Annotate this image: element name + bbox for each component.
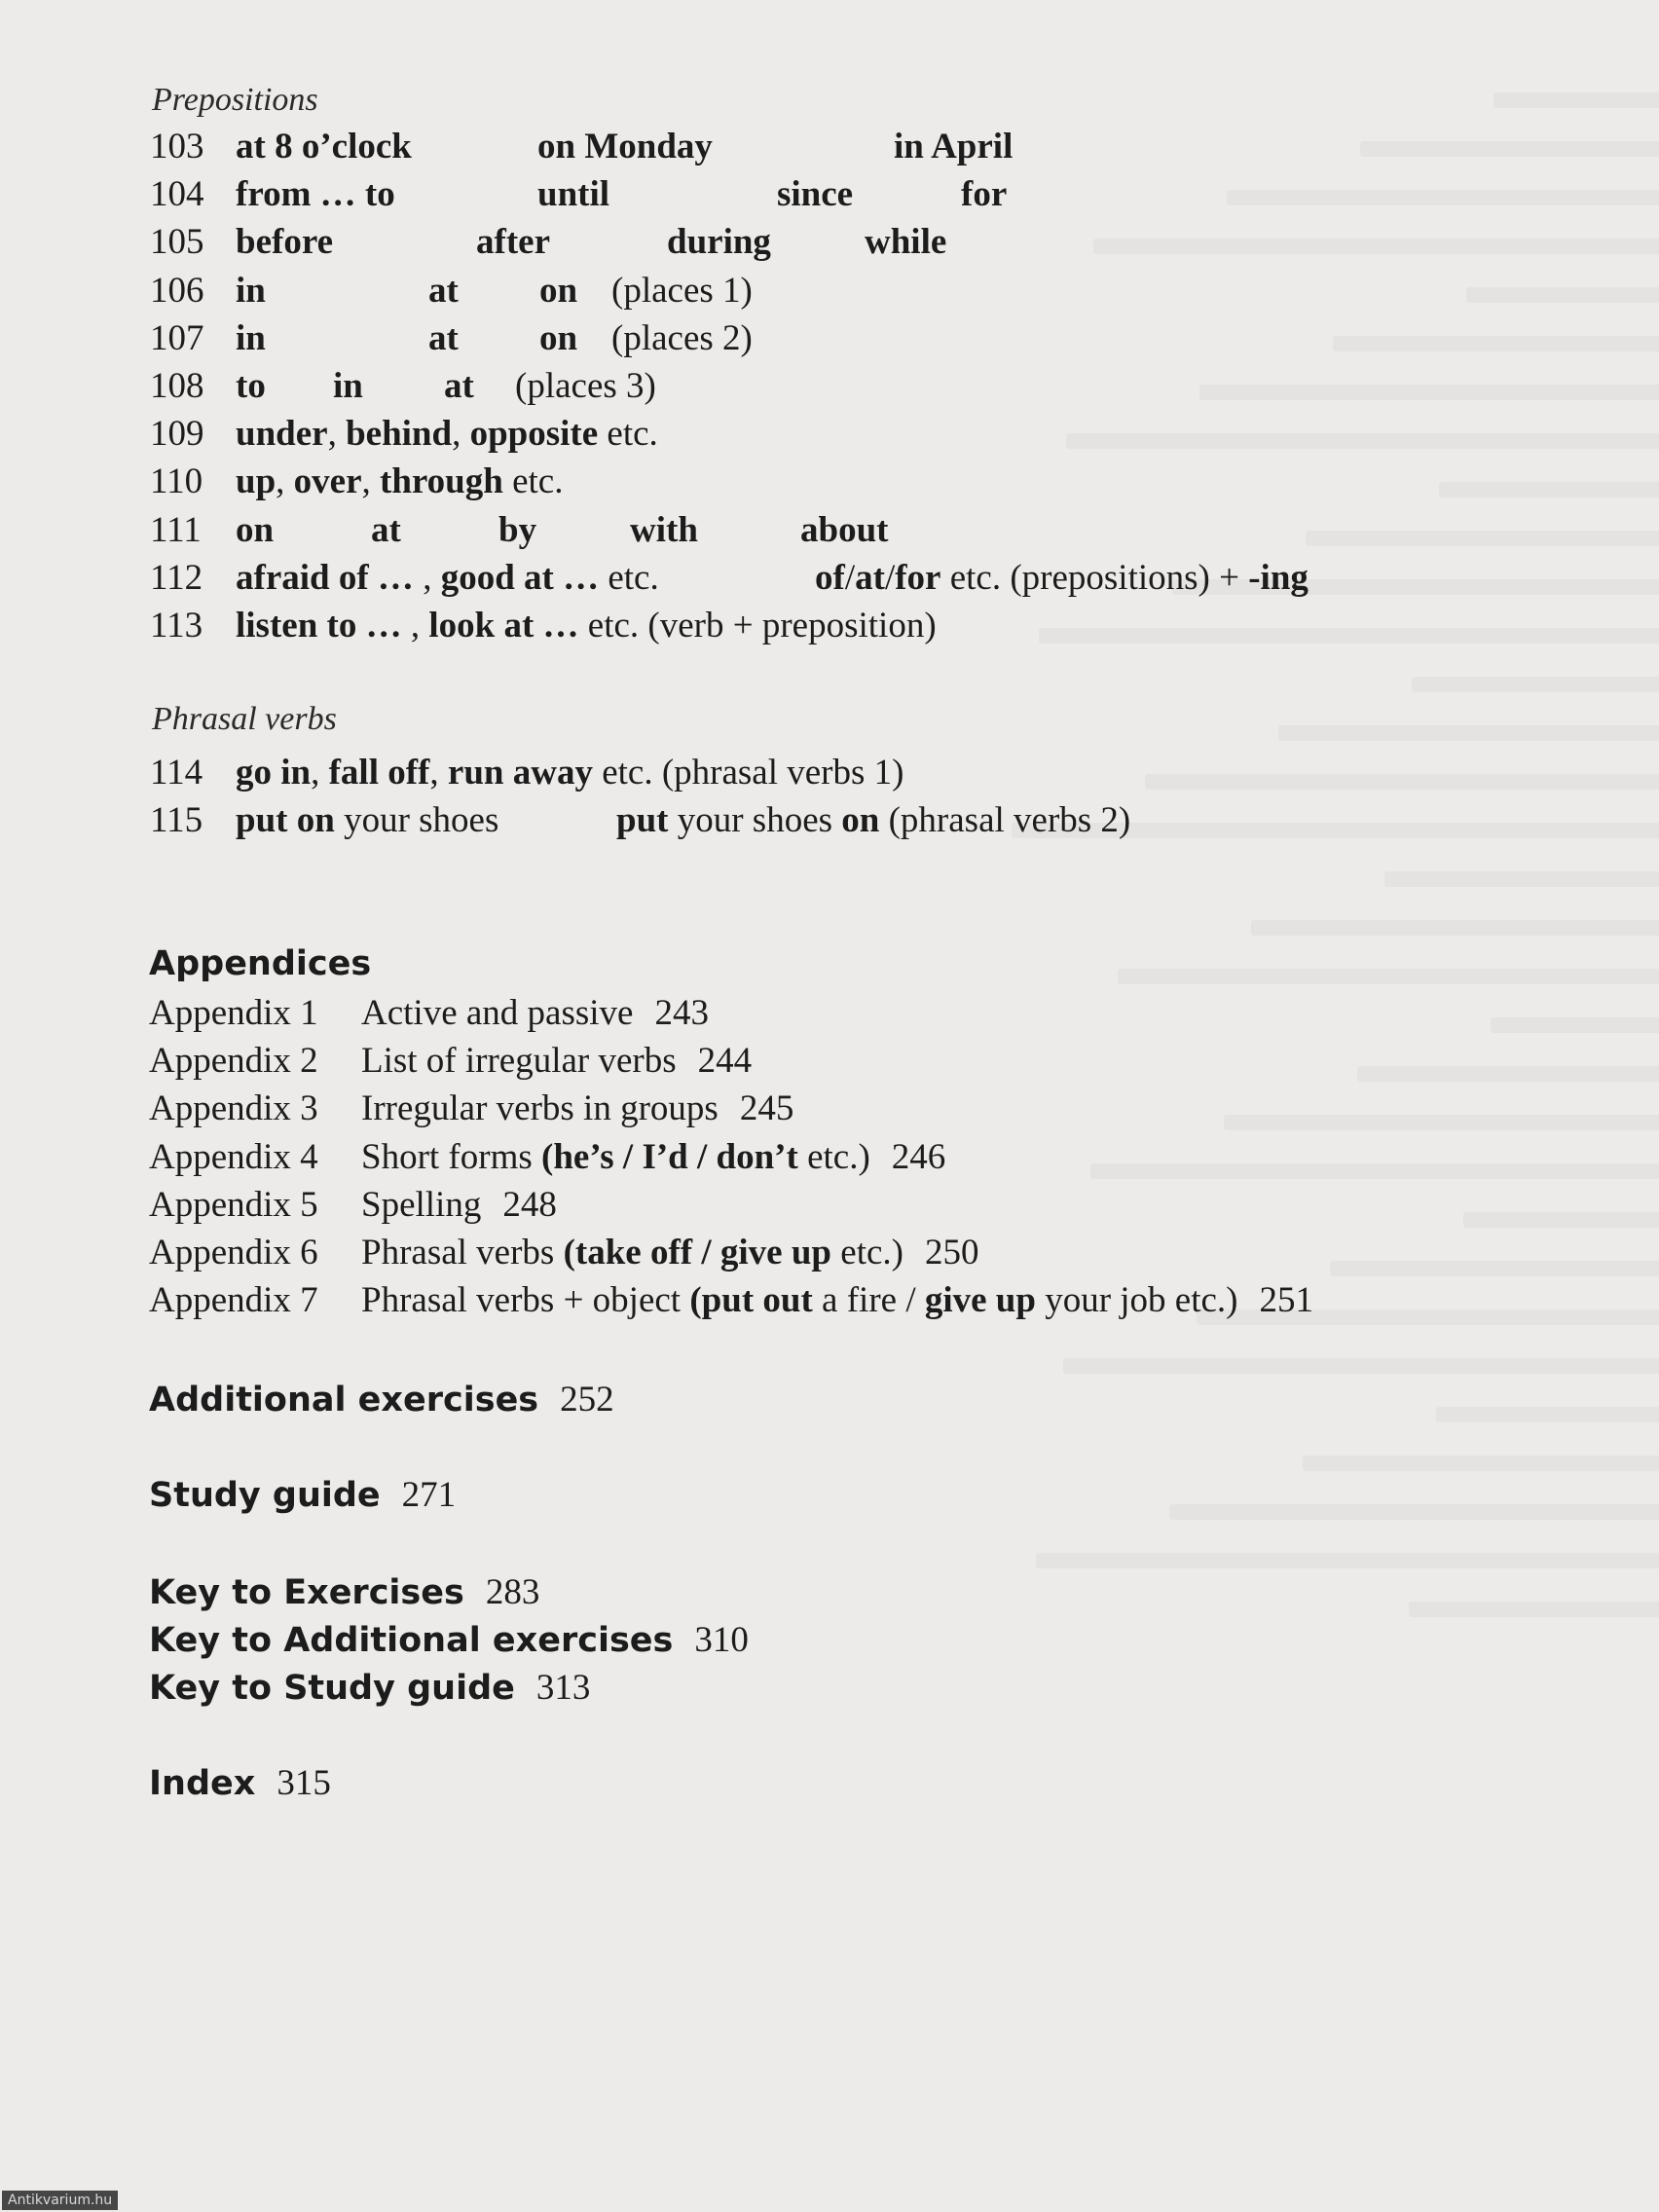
unit-topic: in	[236, 270, 266, 311]
unit-topic: while	[865, 222, 947, 263]
page-number: 251	[1259, 1280, 1313, 1321]
unit-topic: on	[539, 270, 578, 311]
unit-topic: on Monday	[537, 127, 713, 166]
show-through-line	[1330, 1261, 1659, 1276]
show-through-line	[1278, 725, 1659, 741]
unit-number: 111	[150, 509, 202, 550]
show-through-line	[1036, 1553, 1659, 1568]
show-through-texture	[939, 0, 1659, 2212]
appendix-title: Phrasal verbs + object (put out a fire / give up your job etc.) 251	[361, 1280, 1313, 1321]
show-through-line	[1333, 336, 1659, 351]
show-through-line	[1093, 239, 1659, 254]
show-through-line	[1357, 1066, 1659, 1082]
unit-topic: since	[777, 174, 854, 215]
show-through-line	[1039, 628, 1659, 644]
unit-topic: go in, fall off, run away etc. (phrasal verbs 1)	[236, 753, 904, 793]
unit-topic: by	[498, 509, 537, 550]
unit-topic: of/at/for etc. (prepositions) + -ing	[815, 557, 1309, 598]
appendix-label: Appendix 7	[149, 1280, 318, 1321]
unit-number: 110	[150, 461, 203, 502]
appendix-label: Appendix 4	[149, 1136, 318, 1177]
section-title: Study guide	[149, 1476, 381, 1515]
show-through-line	[1224, 1115, 1659, 1130]
unit-topic: afraid of … , good at … etc.	[236, 557, 659, 598]
section-title: Key to Study guide	[149, 1669, 515, 1708]
unit-number: 106	[150, 270, 204, 311]
unit-topic: (places 2)	[611, 317, 753, 358]
section-entry	[149, 1665, 590, 1712]
page-number: 313	[535, 1668, 591, 1708]
section-title: Index	[149, 1764, 256, 1803]
section-entry	[149, 1569, 539, 1616]
unit-topic: for	[961, 174, 1008, 215]
unit-number: 112	[150, 557, 203, 598]
unit-number: 104	[150, 174, 204, 215]
show-through-line	[1360, 141, 1659, 157]
unit-topic: to	[236, 366, 266, 406]
appendix-label: Appendix 1	[149, 993, 318, 1033]
appendices-heading: Appendices	[149, 944, 372, 983]
appendix-title: Active and passive 243	[361, 993, 709, 1033]
section-entry	[149, 1377, 614, 1423]
unit-topic: put your shoes on (phrasal verbs 2)	[616, 800, 1131, 841]
unit-topic: (places 1)	[611, 270, 753, 311]
show-through-line	[1493, 92, 1659, 108]
section-entry	[149, 1472, 456, 1519]
unit-topic: at	[428, 270, 459, 311]
unit-topic: up, over, through etc.	[236, 461, 564, 502]
appendix-label: Appendix 5	[149, 1184, 318, 1225]
show-through-line	[1463, 1212, 1659, 1228]
unit-topic: on	[539, 317, 578, 358]
unit-number: 108	[150, 366, 204, 406]
show-through-line	[1491, 1017, 1659, 1033]
show-through-line	[1199, 385, 1659, 400]
show-through-line	[1118, 969, 1659, 984]
unit-topic: about	[800, 509, 889, 550]
unit-topic: put on your shoes	[236, 800, 499, 841]
unit-topic: in April	[894, 127, 1014, 166]
unit-topic: during	[667, 222, 771, 263]
unit-topic: at	[428, 317, 459, 358]
unit-topic: before	[236, 222, 333, 263]
unit-topic: until	[537, 174, 610, 215]
appendix-label: Appendix 3	[149, 1088, 318, 1129]
prepositions-heading: Prepositions	[152, 82, 318, 118]
unit-topic: after	[476, 222, 550, 263]
show-through-line	[1145, 774, 1659, 790]
page-number: 310	[694, 1620, 749, 1660]
unit-topic: listen to … , look at … etc. (verb + preposition)	[236, 606, 937, 645]
unit-topic: at	[444, 366, 474, 406]
unit-topic: under, behind, opposite etc.	[236, 414, 658, 455]
show-through-line	[1436, 1407, 1659, 1422]
appendix-title: Spelling 248	[361, 1184, 557, 1225]
unit-topic: at	[371, 509, 401, 550]
unit-topic: (places 3)	[515, 366, 656, 406]
unit-topic: in	[236, 317, 266, 358]
page-number: 283	[485, 1572, 540, 1612]
show-through-line	[1169, 1504, 1659, 1520]
unit-number: 115	[150, 800, 203, 841]
page-number: 246	[891, 1136, 946, 1177]
appendix-title: Short forms (he’s / I’d / don’t etc.) 246	[361, 1136, 946, 1177]
appendix-title: List of irregular verbs 244	[361, 1041, 753, 1082]
show-through-line	[1063, 1358, 1659, 1374]
appendix-label: Appendix 2	[149, 1041, 318, 1082]
show-through-line	[1384, 871, 1659, 887]
page-number: 248	[502, 1184, 557, 1225]
page-number: 243	[654, 993, 709, 1033]
unit-topic: from … to	[236, 174, 395, 215]
show-through-line	[1306, 531, 1659, 546]
show-through-line	[1439, 482, 1659, 498]
show-through-line	[1303, 1456, 1659, 1471]
show-through-line	[1066, 433, 1659, 449]
section-entry	[149, 1760, 331, 1807]
page-number: 315	[276, 1763, 331, 1803]
section-title: Additional exercises	[149, 1381, 539, 1419]
show-through-line	[1090, 1163, 1659, 1179]
page-number: 245	[739, 1088, 794, 1129]
unit-number: 103	[150, 127, 204, 166]
page-number: 252	[560, 1380, 614, 1419]
appendix-title: Phrasal verbs (take off / give up etc.) 250	[361, 1233, 979, 1272]
show-through-line	[1227, 190, 1659, 205]
unit-number: 107	[150, 317, 204, 358]
unit-topic: with	[630, 509, 698, 550]
section-title: Key to Exercises	[149, 1573, 464, 1612]
show-through-line	[1409, 1602, 1659, 1617]
page-number: 250	[924, 1233, 979, 1272]
show-through-line	[1412, 677, 1659, 692]
unit-number: 113	[150, 606, 203, 645]
unit-number: 109	[150, 414, 204, 455]
appendix-title: Irregular verbs in groups 245	[361, 1088, 794, 1129]
section-entry	[149, 1617, 749, 1664]
phrasal-verbs-heading: Phrasal verbs	[152, 701, 337, 737]
show-through-line	[1466, 287, 1659, 303]
page-number: 271	[401, 1475, 457, 1515]
appendix-label: Appendix 6	[149, 1233, 318, 1272]
section-title: Key to Additional exercises	[149, 1621, 674, 1660]
unit-topic: on	[236, 509, 275, 550]
watermark: Antikvarium.hu	[2, 2191, 118, 2210]
unit-topic: in	[333, 366, 363, 406]
unit-number: 105	[150, 222, 204, 263]
unit-number: 114	[150, 753, 203, 793]
page-number: 244	[697, 1041, 753, 1082]
unit-topic: at 8 o’clock	[236, 127, 412, 166]
show-through-line	[1251, 920, 1659, 936]
